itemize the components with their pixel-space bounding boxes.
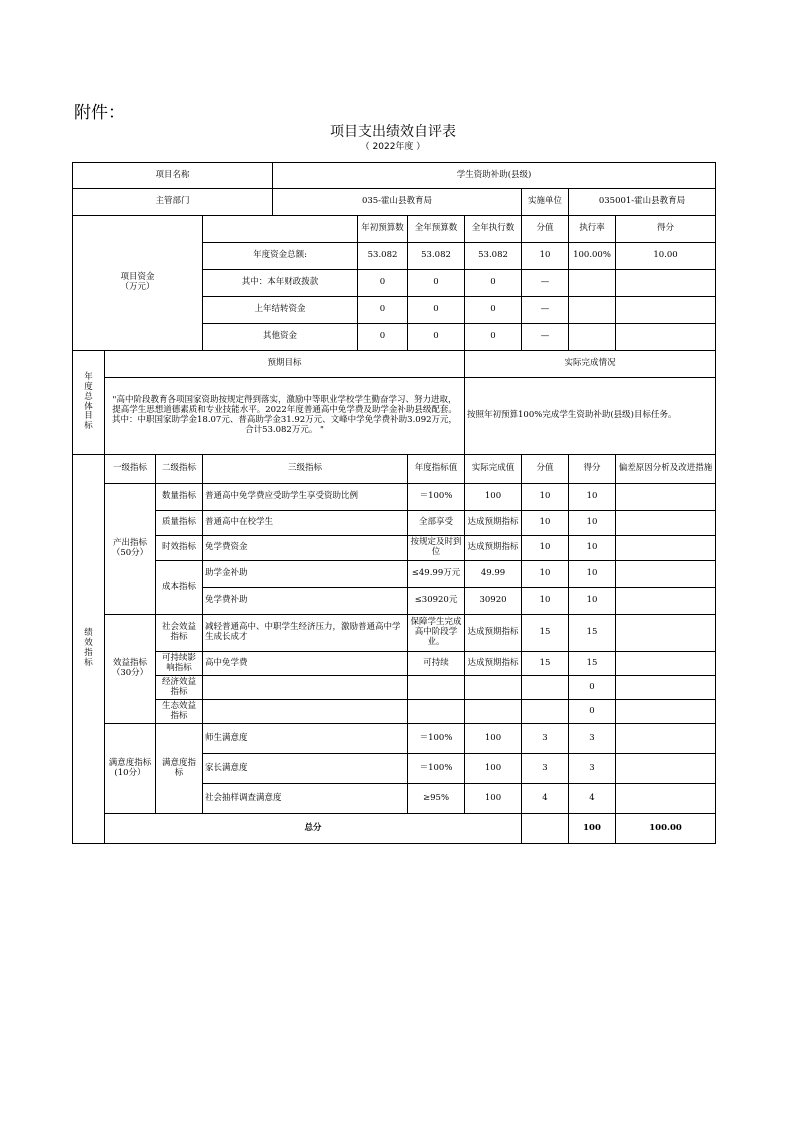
project-name-row — [73, 163, 716, 189]
output-score-text: （50分） — [111, 548, 149, 558]
timeliness-indicator-label: 时效指标 — [156, 536, 203, 561]
funds-cell: 0 — [408, 297, 465, 324]
funds-row-label: 其中：本年财政拨款 — [203, 270, 358, 297]
quality-deviation — [616, 511, 716, 536]
timeliness-item: 免学费资金 — [203, 536, 408, 561]
sustain-deviation — [616, 652, 716, 676]
timeliness-actual: 达成预期指标 — [465, 536, 522, 561]
indicator-header-cell: 三级指标 — [203, 455, 408, 484]
funds-cell — [616, 270, 716, 297]
satisfaction-actual: 100 — [465, 784, 522, 814]
satisfaction-deviation — [616, 784, 716, 814]
cost-points: 10 — [522, 561, 569, 588]
funds-cell — [616, 324, 716, 351]
satisfaction-item: 家长满意度 — [203, 754, 408, 784]
cost-score: 10 — [569, 561, 616, 588]
satisfaction-score-text: (10分） — [114, 767, 146, 778]
social-indicator-label: 社会效益指标 — [156, 615, 203, 652]
economic-target — [408, 676, 465, 700]
funds-header-cell: 全年执行数 — [465, 216, 522, 243]
funds-header-cell: 全年预算数 — [408, 216, 465, 243]
indicators-section-label — [73, 455, 105, 844]
quality-target: 全部享受 — [408, 511, 465, 536]
goals-content-row — [73, 378, 716, 455]
quantity-indicator-label: 数量指标 — [156, 484, 203, 511]
satisfaction-sub-label: 满意度指标 — [156, 724, 203, 814]
funds-cell: 53.082 — [465, 243, 522, 270]
funds-cell: — — [522, 270, 569, 297]
social-actual: 达成预期指标 — [465, 615, 522, 652]
output-timeliness-row — [73, 536, 716, 561]
satisfaction-row — [73, 724, 716, 754]
funds-cell — [616, 297, 716, 324]
sustain-score: 15 — [569, 652, 616, 676]
indicator-header-cell: 二级指标 — [156, 455, 203, 484]
funds-cell: 0 — [408, 270, 465, 297]
cost-score: 10 — [569, 588, 616, 615]
funds-header-cell: 分值 — [522, 216, 569, 243]
quality-indicator-label: 质量指标 — [156, 511, 203, 536]
satisfaction-indicator-label — [105, 724, 156, 814]
total-points: 100 — [569, 814, 616, 844]
social-score: 15 — [569, 615, 616, 652]
quantity-points: 10 — [522, 484, 569, 511]
total-row — [73, 814, 716, 844]
social-points: 15 — [522, 615, 569, 652]
funds-header-cell: 执行率 — [569, 216, 616, 243]
cost-actual: 49.99 — [465, 561, 522, 588]
funds-label-line2: （万元） — [120, 282, 155, 292]
funds-cell: 0 — [465, 324, 522, 351]
funds-cell: 0 — [358, 297, 408, 324]
social-deviation — [616, 615, 716, 652]
satisfaction-score: 3 — [569, 724, 616, 754]
benefit-score-text: （30分） — [111, 668, 149, 678]
benefit-eco-row — [73, 700, 716, 724]
indicators-header-row — [73, 455, 716, 484]
indicators-label-char: 绩 — [84, 628, 93, 639]
satisfaction-points: 3 — [522, 754, 569, 784]
benefit-indicator-label — [105, 615, 156, 724]
satisfaction-actual: 100 — [465, 754, 522, 784]
timeliness-score: 10 — [569, 536, 616, 561]
economic-item — [203, 676, 408, 700]
economic-deviation — [616, 676, 716, 700]
funds-cell: 0 — [358, 324, 408, 351]
funds-cell: 53.082 — [408, 243, 465, 270]
total-score: 100.00 — [616, 814, 716, 844]
department-row — [73, 189, 716, 216]
funds-cell: 0 — [465, 297, 522, 324]
satisfaction-item: 社会抽样调查满意度 — [203, 784, 408, 814]
goals-label-char: 体 — [84, 401, 93, 412]
goals-section-label — [73, 351, 105, 455]
evaluation-table — [72, 162, 716, 844]
funds-cell — [569, 297, 616, 324]
indicator-header-cell: 得分 — [569, 455, 616, 484]
cost-actual: 30920 — [465, 588, 522, 615]
total-label: 总分 — [105, 814, 522, 844]
benefit-sustain-row — [73, 652, 716, 676]
cost-item: 免学费补助 — [203, 588, 408, 615]
project-name-value: 学生资助补助(县级) — [273, 163, 716, 189]
goals-label-char: 年 — [84, 372, 93, 383]
eco-points — [522, 700, 569, 724]
eco-target — [408, 700, 465, 724]
sustain-actual: 达成预期指标 — [465, 652, 522, 676]
eco-score: 0 — [569, 700, 616, 724]
expected-goal-text: "高中阶段教育各项国家资助按规定得到落实，激励中等职业学校学生勤奋学习、努力进取，提高学生思想道德素质和专业技能水平。2022年度普通高中免学费及助学金补助县级配套。其中：中职国家助学金18.07元、普高助学金31.92万元、文峰中学免学费补助3.092万元，合计53.082万元。 " — [105, 378, 465, 455]
benefit-social-row — [73, 615, 716, 652]
quality-points: 10 — [522, 511, 569, 536]
sustain-target: 可持续 — [408, 652, 465, 676]
indicator-header-cell: 偏差原因分析及改进措施 — [616, 455, 716, 484]
quantity-score: 10 — [569, 484, 616, 511]
funds-cell: 100.00% — [569, 243, 616, 270]
cost-indicator-label: 成本指标 — [156, 561, 203, 615]
year-subtitle: （ 2022年度 ） — [360, 142, 426, 152]
indicator-header-cell: 实际完成值 — [465, 455, 522, 484]
dept-label: 主管部门 — [73, 189, 273, 216]
satisfaction-target: ≥95% — [408, 784, 465, 814]
quantity-actual: 100 — [465, 484, 522, 511]
benefit-economic-row — [73, 676, 716, 700]
funds-cell — [569, 324, 616, 351]
funds-row-label: 年度资金总额: — [203, 243, 358, 270]
quality-score: 10 — [569, 511, 616, 536]
funds-header-row — [73, 216, 716, 243]
funds-label — [73, 216, 203, 351]
sustain-item: 高中免学费 — [203, 652, 408, 676]
satisfaction-points: 3 — [522, 724, 569, 754]
indicator-header-cell: 一级指标 — [105, 455, 156, 484]
funds-cell: 0 — [465, 270, 522, 297]
quantity-item: 普通高中免学费应受助学生享受资助比例 — [203, 484, 408, 511]
funds-cell: 0 — [358, 270, 408, 297]
indicators-label-char: 效 — [84, 638, 93, 649]
goals-header-row — [73, 351, 716, 378]
attachment-label: 附件： — [74, 103, 125, 123]
funds-cell: 53.082 — [358, 243, 408, 270]
satisfaction-target: ＝100% — [408, 754, 465, 784]
goals-label-char: 总 — [84, 391, 93, 402]
satisfaction-actual: 100 — [465, 724, 522, 754]
indicators-label-char: 标 — [84, 657, 93, 668]
total-blank — [522, 814, 569, 844]
quality-item: 普通高中在校学生 — [203, 511, 408, 536]
funds-cell: — — [522, 324, 569, 351]
goals-label-char: 标 — [84, 421, 93, 432]
economic-actual — [465, 676, 522, 700]
eco-item — [203, 700, 408, 724]
cost-deviation — [616, 561, 716, 588]
funds-cell: 10.00 — [616, 243, 716, 270]
output-quality-row — [73, 511, 716, 536]
satisfaction-label-text: 满意度指标 — [108, 757, 152, 768]
goals-label-char: 度 — [84, 381, 93, 392]
timeliness-points: 10 — [522, 536, 569, 561]
funds-cell: 0 — [408, 324, 465, 351]
eco-actual — [465, 700, 522, 724]
satisfaction-item: 师生满意度 — [203, 724, 408, 754]
project-name-label: 项目名称 — [73, 163, 273, 189]
sustain-points: 15 — [522, 652, 569, 676]
output-indicator-label — [105, 484, 156, 615]
funds-cell — [569, 270, 616, 297]
eco-indicator-label: 生态效益指标 — [156, 700, 203, 724]
timeliness-target: 按规定及时到位 — [408, 536, 465, 561]
indicators-label-char: 指 — [84, 648, 93, 658]
eco-deviation — [616, 700, 716, 724]
unit-value: 035001-霍山县教育局 — [569, 189, 716, 216]
funds-label-line1: 项目资金 — [120, 272, 155, 283]
economic-score: 0 — [569, 676, 616, 700]
satisfaction-deviation — [616, 754, 716, 784]
benefit-label-text: 效益指标 — [112, 658, 147, 669]
dept-value: 035-霍山县教育局 — [273, 189, 522, 216]
cost-target: ≤30920元 — [408, 588, 465, 615]
economic-indicator-label: 经济效益指标 — [156, 676, 203, 700]
funds-header-cell: 得分 — [616, 216, 716, 243]
output-label-text: 产出指标 — [112, 538, 147, 549]
cost-target: ≤49.99万元 — [408, 561, 465, 588]
satisfaction-points: 4 — [522, 784, 569, 814]
actual-completion-header: 实际完成情况 — [465, 351, 716, 378]
indicator-header-cell: 分值 — [522, 455, 569, 484]
output-cost-row — [73, 561, 716, 588]
indicator-header-cell: 年度指标值 — [408, 455, 465, 484]
timeliness-deviation — [616, 536, 716, 561]
funds-row-label: 其他资金 — [203, 324, 358, 351]
quality-actual: 达成预期指标 — [465, 511, 522, 536]
funds-header-blank — [203, 216, 358, 243]
social-target: 保障学生完成高中阶段学业。 — [408, 615, 465, 652]
quantity-deviation — [616, 484, 716, 511]
cost-deviation — [616, 588, 716, 615]
funds-row-label: 上年结转资金 — [203, 297, 358, 324]
cost-item: 助学金补助 — [203, 561, 408, 588]
funds-cell: — — [522, 297, 569, 324]
satisfaction-target: ＝100% — [408, 724, 465, 754]
satisfaction-deviation — [616, 724, 716, 754]
satisfaction-score: 3 — [569, 754, 616, 784]
satisfaction-score: 4 — [569, 784, 616, 814]
social-item: 减轻普通高中、中职学生经济压力，激励普通高中学生成长成才 — [203, 615, 408, 652]
goals-label-char: 目 — [84, 411, 93, 422]
economic-points — [522, 676, 569, 700]
expected-goal-header: 预期目标 — [105, 351, 465, 378]
unit-label: 实施单位 — [522, 189, 569, 216]
page-title: 项目支出绩效自评表 — [330, 124, 456, 140]
sustain-indicator-label: 可持续影响指标 — [156, 652, 203, 676]
output-quantity-row — [73, 484, 716, 511]
quantity-target: ＝100% — [408, 484, 465, 511]
funds-header-cell: 年初预算数 — [358, 216, 408, 243]
actual-completion-text: 按照年初预算100%完成学生资助补助(县级)目标任务。 — [465, 378, 716, 455]
cost-points: 10 — [522, 588, 569, 615]
funds-cell: 10 — [522, 243, 569, 270]
